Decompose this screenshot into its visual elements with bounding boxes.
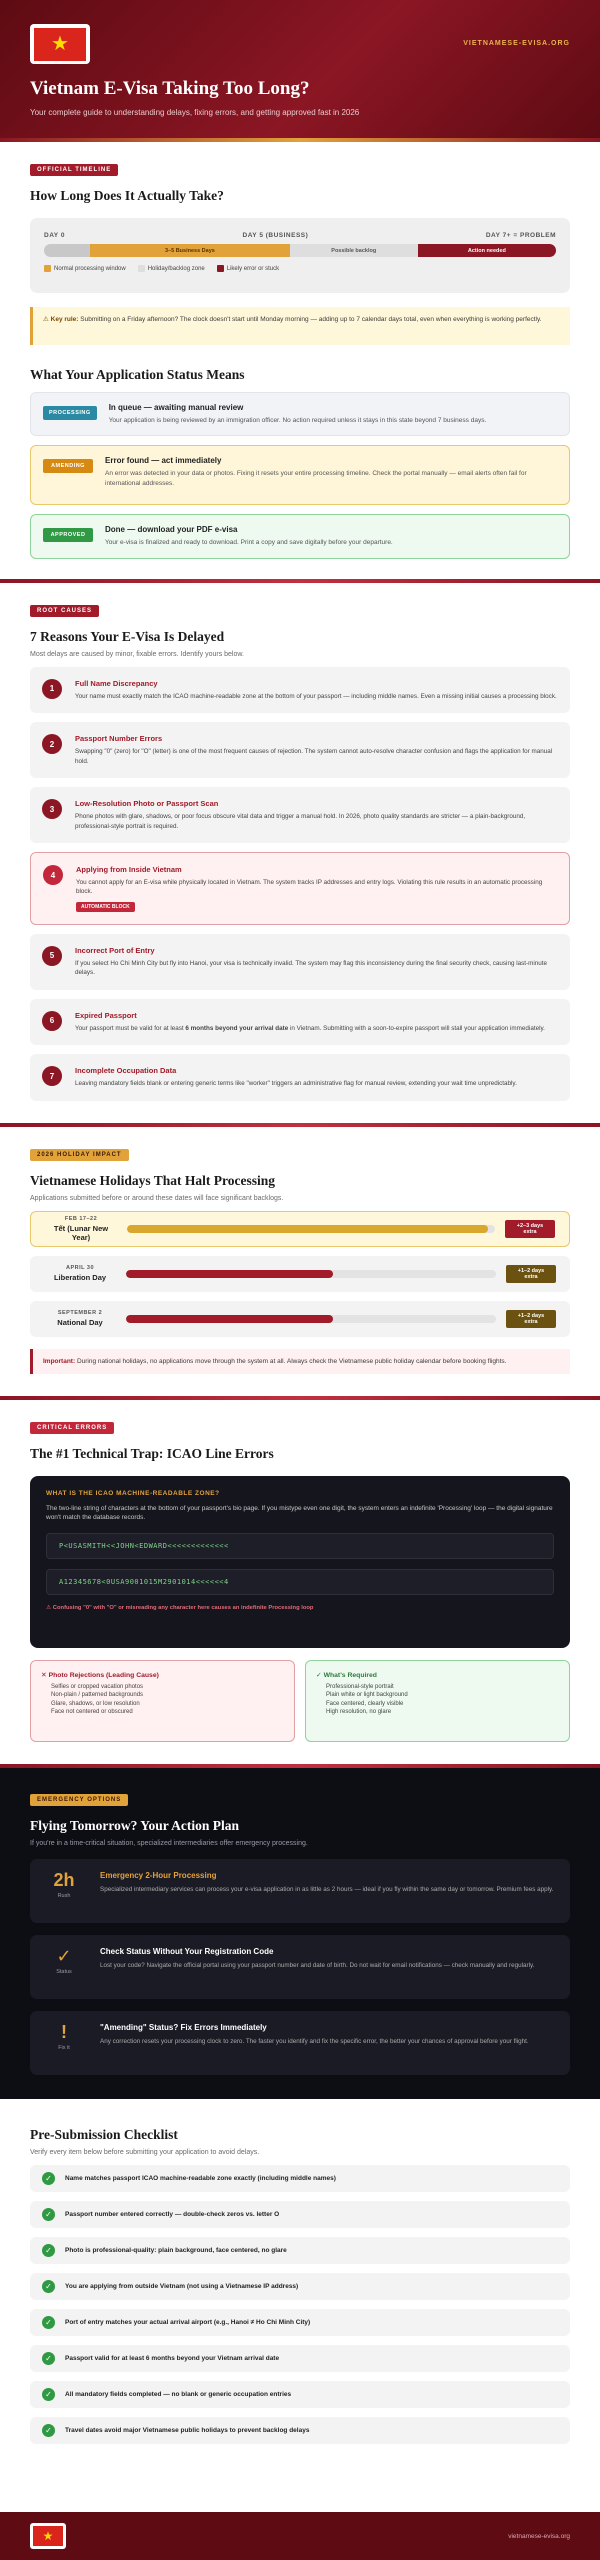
timeline-section <box>0 142 600 579</box>
option-title: Check Status Without Your Registration Code <box>100 1946 274 1956</box>
reason-number: 7 <box>42 1066 62 1086</box>
star-icon: ★ <box>33 2526 63 2546</box>
reason-number: 1 <box>42 679 62 699</box>
reason-title: Full Name Discrepancy <box>75 678 158 688</box>
legend-label: Likely error or stuck <box>226 266 280 273</box>
section-title: The #1 Technical Trap: ICAO Line Errors <box>30 1445 274 1461</box>
automatic-block-badge: AUTOMATIC BLOCK <box>76 902 135 912</box>
holiday-date <box>45 1216 117 1242</box>
reason-title: Low-Resolution Photo or Passport Scan <box>75 799 219 809</box>
status-title: In queue — awaiting manual review <box>108 403 244 412</box>
impact-bar-track <box>127 1225 495 1233</box>
legend-swatch <box>217 265 224 272</box>
reason-body <box>75 1066 517 1088</box>
holiday-row <box>30 1211 570 1247</box>
holiday-row <box>30 1301 570 1337</box>
option-title: Emergency 2-Hour Processing <box>100 1870 217 1880</box>
option-title: "Amending" Status? Fix Errors Immediately <box>100 2022 267 2032</box>
status-description: Your e-visa is finalized and ready to download. Print a copy and save digitally before your departure. <box>105 539 393 547</box>
section-subtitle: If you're in a time-critical situation, specialized intermediaries offer emergency processing. <box>30 1839 308 1847</box>
option-description: Any correction resets your processing clock to zero. The faster you identify and fix the specific error, the better your chances of approval before your flight. <box>100 2037 529 2045</box>
key-rule-callout <box>30 307 570 345</box>
holiday-date <box>44 1265 116 1282</box>
option-description: Specialized intermediary services can process your e-visa application in as little as 2 hours — ideal if you fly within the same day or tomorrow. Premium fees apply. <box>100 1885 554 1893</box>
key-rule-label: ⚠ Key rule: <box>43 316 79 323</box>
reasons-section <box>0 583 600 1123</box>
timeline-head: DAY 7+ = PROBLEM <box>485 232 556 239</box>
rejections-title: ✕ Photo Rejections (Leading Cause) <box>41 1671 159 1679</box>
section-title: How Long Does It Actually Take? <box>30 188 224 203</box>
option-symbol-caption: Fix it <box>58 2044 70 2051</box>
reason-body <box>75 1011 545 1033</box>
required-item: High resolution, no glare <box>326 1709 392 1716</box>
exclamation-icon <box>44 2023 84 2063</box>
reason-title: Applying from Inside Vietnam <box>76 865 182 875</box>
impact-bar-fill <box>127 1225 488 1233</box>
checklist-item[interactable] <box>30 2309 570 2336</box>
reason-title: Incorrect Port of Entry <box>75 945 155 955</box>
timeline-head: DAY 0 <box>44 232 65 239</box>
emergency-option <box>30 1859 570 1923</box>
reason-description: Phone photos with glare, shadows, or poor focus obscure vital data and trigger a manual hold. In 2026, photo quality standards are stricter — a plain-background, professional-style portrait is required. <box>75 813 526 830</box>
checkmark-icon <box>44 1947 84 1987</box>
section-title: Flying Tomorrow? Your Action Plan <box>30 1817 240 1833</box>
emergency-option <box>30 1935 570 1999</box>
checklist-item[interactable] <box>30 2201 570 2228</box>
checklist-item[interactable] <box>30 2381 570 2408</box>
checklist-label: Passport number entered correctly — double-check zeros vs. letter O <box>65 2210 280 2218</box>
reason-description: If you select Ho Chi Minh City but fly into Hanoi, your visa is technically invalid. The system may flag this inconsistency during the final security check, causing last-minute delays. <box>75 959 548 977</box>
reason-body <box>76 865 557 912</box>
reason-card <box>30 1054 570 1100</box>
legend-item <box>217 265 279 272</box>
emergency-option <box>30 2011 570 2075</box>
section-title: Vietnamese Holidays That Halt Processing <box>30 1172 275 1188</box>
icao-question: WHAT IS THE ICAO MACHINE-READABLE ZONE? <box>46 1489 220 1497</box>
status-card <box>30 445 570 505</box>
reason-card <box>30 852 570 925</box>
mrz-line-2: A12345678<0USA9001015M2901014<<<<<<4 <box>46 1569 554 1595</box>
section-subtitle: Most delays are caused by minor, fixable errors. Identify yours below. <box>30 650 244 658</box>
required-list <box>316 1684 559 1716</box>
option-symbol-caption: Rush <box>57 1892 71 1899</box>
reason-body <box>75 946 558 978</box>
reason-title: Expired Passport <box>75 1010 137 1020</box>
checklist-label: Photo is professional-quality: plain background, face centered, no glare <box>65 2246 287 2254</box>
reason-text: in Vietnam. Submitting with a soon-to-expire passport will stall your application immediately. <box>288 1024 545 1032</box>
holiday-name: National Day <box>57 1318 103 1328</box>
icao-explainer-card <box>30 1476 570 1648</box>
site-link[interactable]: VIETNAMESE-EVISA.ORG <box>463 40 570 47</box>
extra-days-badge: +2–3 days extra <box>505 1220 555 1238</box>
photo-required-box <box>305 1660 570 1742</box>
star-icon: ★ <box>34 28 86 61</box>
checklist-item[interactable] <box>30 2165 570 2192</box>
clock-icon <box>44 1871 84 1911</box>
option-symbol: 2h <box>53 1869 75 1890</box>
check-icon: ✓ <box>42 2424 55 2437</box>
impact-bar-track <box>126 1270 496 1278</box>
reason-card <box>30 722 570 778</box>
option-description: Lost your code? Navigate the official portal using your passport number and date of birth. Do not wait for email notifications — check manually and regularly. <box>100 1961 535 1969</box>
footer <box>0 2512 600 2560</box>
option-symbol-caption: Status <box>56 1968 72 1975</box>
reason-body <box>75 679 557 701</box>
footer-site-link[interactable]: vietnamese-evisa.org <box>508 2532 570 2540</box>
legend-swatch <box>44 265 51 272</box>
reason-number: 4 <box>43 865 63 885</box>
icao-section <box>0 1400 600 1764</box>
timeline-segment: Action needed <box>418 244 556 257</box>
checklist <box>30 2165 570 2444</box>
checklist-label: Travel dates avoid major Vietnamese public holidays to prevent backlog delays <box>65 2426 310 2434</box>
status-list <box>30 392 570 559</box>
impact-bar-track <box>126 1315 496 1323</box>
option-body <box>100 1947 535 1987</box>
emergency-section <box>0 1768 600 2099</box>
important-label: Important: <box>43 1357 76 1365</box>
rejection-item: Non-plain / patterned backgrounds <box>51 1692 144 1699</box>
rejection-item: Selfies or cropped vacation photos <box>51 1683 144 1690</box>
checklist-item[interactable] <box>30 2237 570 2264</box>
required-item: Plain white or light background <box>326 1692 408 1699</box>
vietnam-flag-logo <box>30 24 90 64</box>
checklist-label: All mandatory fields completed — no blank or generic occupation entries <box>65 2390 292 2398</box>
status-card <box>30 392 570 436</box>
legend-swatch <box>138 265 145 272</box>
check-icon: ✓ <box>42 2172 55 2185</box>
legend-item <box>138 265 205 272</box>
checklist-item[interactable] <box>30 2417 570 2444</box>
status-badge: PROCESSING <box>43 406 97 420</box>
section-subtitle: Applications submitted before or around these dates will face significant backlogs. <box>30 1194 284 1202</box>
status-title: Done — download your PDF e-visa <box>105 525 238 535</box>
reason-list <box>30 667 570 1101</box>
holiday-list <box>30 1211 570 1337</box>
status-body <box>109 403 487 425</box>
reason-number: 3 <box>42 799 62 819</box>
holidays-section <box>0 1127 600 1396</box>
rejection-item: Face not centered or obscured <box>51 1709 133 1716</box>
icao-description: The two-line string of characters at the bottom of your passport's bio page. If you mistype even one digit, the system enters an indefinite 'Processing' loop — the digital signature won't match the database records. <box>46 1504 553 1522</box>
reason-description: Your name must exactly match the ICAO machine-readable zone at the bottom of your passport — including middle names. Even a missing initial causes a processing block. <box>75 692 557 700</box>
status-badge: AMENDING <box>43 459 93 473</box>
timeline-head: DAY 5 (BUSINESS) <box>242 232 309 239</box>
option-body <box>100 1871 553 1911</box>
impact-bar-fill <box>126 1315 333 1323</box>
icao-warning: ⚠ Confusing "0" with "O" or misreading any character here causes an indefinite Processing loop <box>46 1605 314 1612</box>
required-item: Professional-style portrait <box>326 1683 394 1690</box>
holiday-row <box>30 1256 570 1292</box>
section-tag: ROOT CAUSES <box>30 605 99 617</box>
reason-body <box>75 799 558 831</box>
option-symbol: ! <box>61 2021 67 2042</box>
section-title: Pre-Submission Checklist <box>30 2126 178 2142</box>
reason-description: Leaving mandatory fields blank or entering generic terms like "worker" triggers an administrative flag for manual review, extending your wait time unpredictably. <box>75 1080 517 1088</box>
legend-label: Holiday/backlog zone <box>147 266 205 273</box>
vietnam-flag-logo <box>30 2523 66 2549</box>
reason-card <box>30 999 570 1045</box>
timeline-segment <box>44 244 90 257</box>
section-title: 7 Reasons Your E-Visa Is Delayed <box>30 628 225 644</box>
reason-emphasis: 6 months beyond your arrival date <box>185 1024 289 1032</box>
check-icon: ✓ <box>42 2280 55 2293</box>
checklist-label: You are applying from outside Vietnam (not using a Vietnamese IP address) <box>65 2282 299 2290</box>
reason-number: 5 <box>42 946 62 966</box>
rejection-item: Glare, shadows, or low resolution <box>51 1700 140 1707</box>
reason-card <box>30 787 570 843</box>
holiday-month: FEB 17–22 <box>64 1215 98 1222</box>
important-callout <box>30 1349 570 1374</box>
section-tag: 2026 HOLIDAY IMPACT <box>30 1149 129 1161</box>
reason-description <box>75 1024 545 1033</box>
checklist-label: Name matches passport ICAO machine-readable zone exactly (including middle names) <box>65 2174 336 2182</box>
status-title: What Your Application Status Means <box>30 367 245 382</box>
reason-description: You cannot apply for an E-visa while physically located in Vietnam. The system tracks IP addresses and entry logs. Violating this rule results in an automatic processing block. <box>76 879 543 896</box>
photo-rejections-box <box>30 1660 295 1742</box>
page-subtitle: Your complete guide to understanding delays, fixing errors, and getting approved fast in 2026 <box>30 108 360 117</box>
timeline-segment: Possible backlog <box>290 244 418 257</box>
timeline-heads <box>44 232 556 239</box>
holiday-name: Tết (Lunar New Year) <box>53 1223 109 1242</box>
rejections-list <box>41 1684 284 1716</box>
page-title: Vietnam E-Visa Taking Too Long? <box>30 78 310 99</box>
status-body <box>105 456 557 488</box>
status-badge: APPROVED <box>43 528 93 542</box>
holiday-date <box>44 1310 116 1327</box>
checklist-item[interactable] <box>30 2345 570 2372</box>
option-body <box>100 2023 529 2063</box>
status-card <box>30 514 570 558</box>
required-item: Face centered, clearly visible <box>326 1700 404 1707</box>
timeline-bar <box>44 244 556 257</box>
check-icon: ✓ <box>42 2244 55 2257</box>
check-icon: ✓ <box>42 2352 55 2365</box>
legend-label: Normal processing window <box>54 266 126 273</box>
status-title: Error found — act immediately <box>105 456 222 466</box>
reason-description: Swapping "0" (zero) for "O" (letter) is one of the most frequent causes of rejection. The system cannot auto-resolve character confusion and flags the application for manual hold. <box>75 748 553 765</box>
checklist-item[interactable] <box>30 2273 570 2300</box>
required-title: ✓ What's Required <box>316 1671 377 1679</box>
photo-comparison <box>30 1660 570 1742</box>
extra-days-badge: +1–2 days extra <box>506 1310 556 1328</box>
extra-days-badge: +1–2 days extra <box>506 1265 556 1283</box>
timeline-legend <box>44 265 556 272</box>
check-icon: ✓ <box>42 2388 55 2401</box>
check-icon: ✓ <box>42 2208 55 2221</box>
important-text: During national holidays, no applications move through the system at all. Always check the Vietnamese public holiday calendar before booking flights. <box>76 1357 507 1365</box>
reason-card <box>30 934 570 990</box>
holiday-name: Liberation Day <box>53 1273 107 1283</box>
section-tag: OFFICIAL TIMELINE <box>30 164 118 176</box>
holiday-month: SEPTEMBER 2 <box>57 1310 103 1317</box>
checklist-section <box>0 2099 600 2444</box>
timeline-segment: 3–5 Business Days <box>90 244 290 257</box>
check-icon: ✓ <box>42 2316 55 2329</box>
reason-number: 6 <box>42 1011 62 1031</box>
section-tag: CRITICAL ERRORS <box>30 1422 114 1434</box>
section-subtitle: Verify every item below before submitting your application to avoid delays. <box>30 2148 260 2156</box>
key-rule-text: Submitting on a Friday afternoon? The clock doesn't start until Monday morning — adding up to 7 calendar days total, even when everything is working perfectly. <box>80 316 542 323</box>
section-tag: EMERGENCY OPTIONS <box>30 1794 128 1806</box>
checklist-label: Port of entry matches your actual arrival airport (e.g., Hanoi ≠ Ho Chi Minh City) <box>65 2318 311 2326</box>
reason-card <box>30 667 570 713</box>
status-description: An error was detected in your data or photos. Fixing it resets your entire processing timeline. Check the portal manually — email alerts often fail for international addresses. <box>105 470 527 487</box>
status-body <box>105 525 393 547</box>
mrz-line-1: P<USASMITH<<JOHN<EDWARD<<<<<<<<<<<<< <box>46 1533 554 1559</box>
option-list <box>30 1859 570 2075</box>
checklist-label: Passport valid for at least 6 months beyond your Vietnam arrival date <box>65 2354 280 2362</box>
reason-number: 2 <box>42 734 62 754</box>
reason-title: Incomplete Occupation Data <box>75 1066 177 1076</box>
reason-text: Your passport must be valid for at least <box>75 1024 186 1032</box>
reason-body <box>75 734 558 766</box>
hero-header <box>0 0 600 138</box>
legend-item <box>44 265 126 272</box>
impact-bar-fill <box>126 1270 333 1278</box>
holiday-month: APRIL 30 <box>65 1265 95 1272</box>
reason-title: Passport Number Errors <box>75 734 163 744</box>
option-symbol: ✓ <box>56 1945 72 1966</box>
status-description: Your application is being reviewed by an immigration officer. No action required unless it stays in this state beyond 7 business days. <box>108 417 487 424</box>
timeline-card <box>30 218 570 293</box>
